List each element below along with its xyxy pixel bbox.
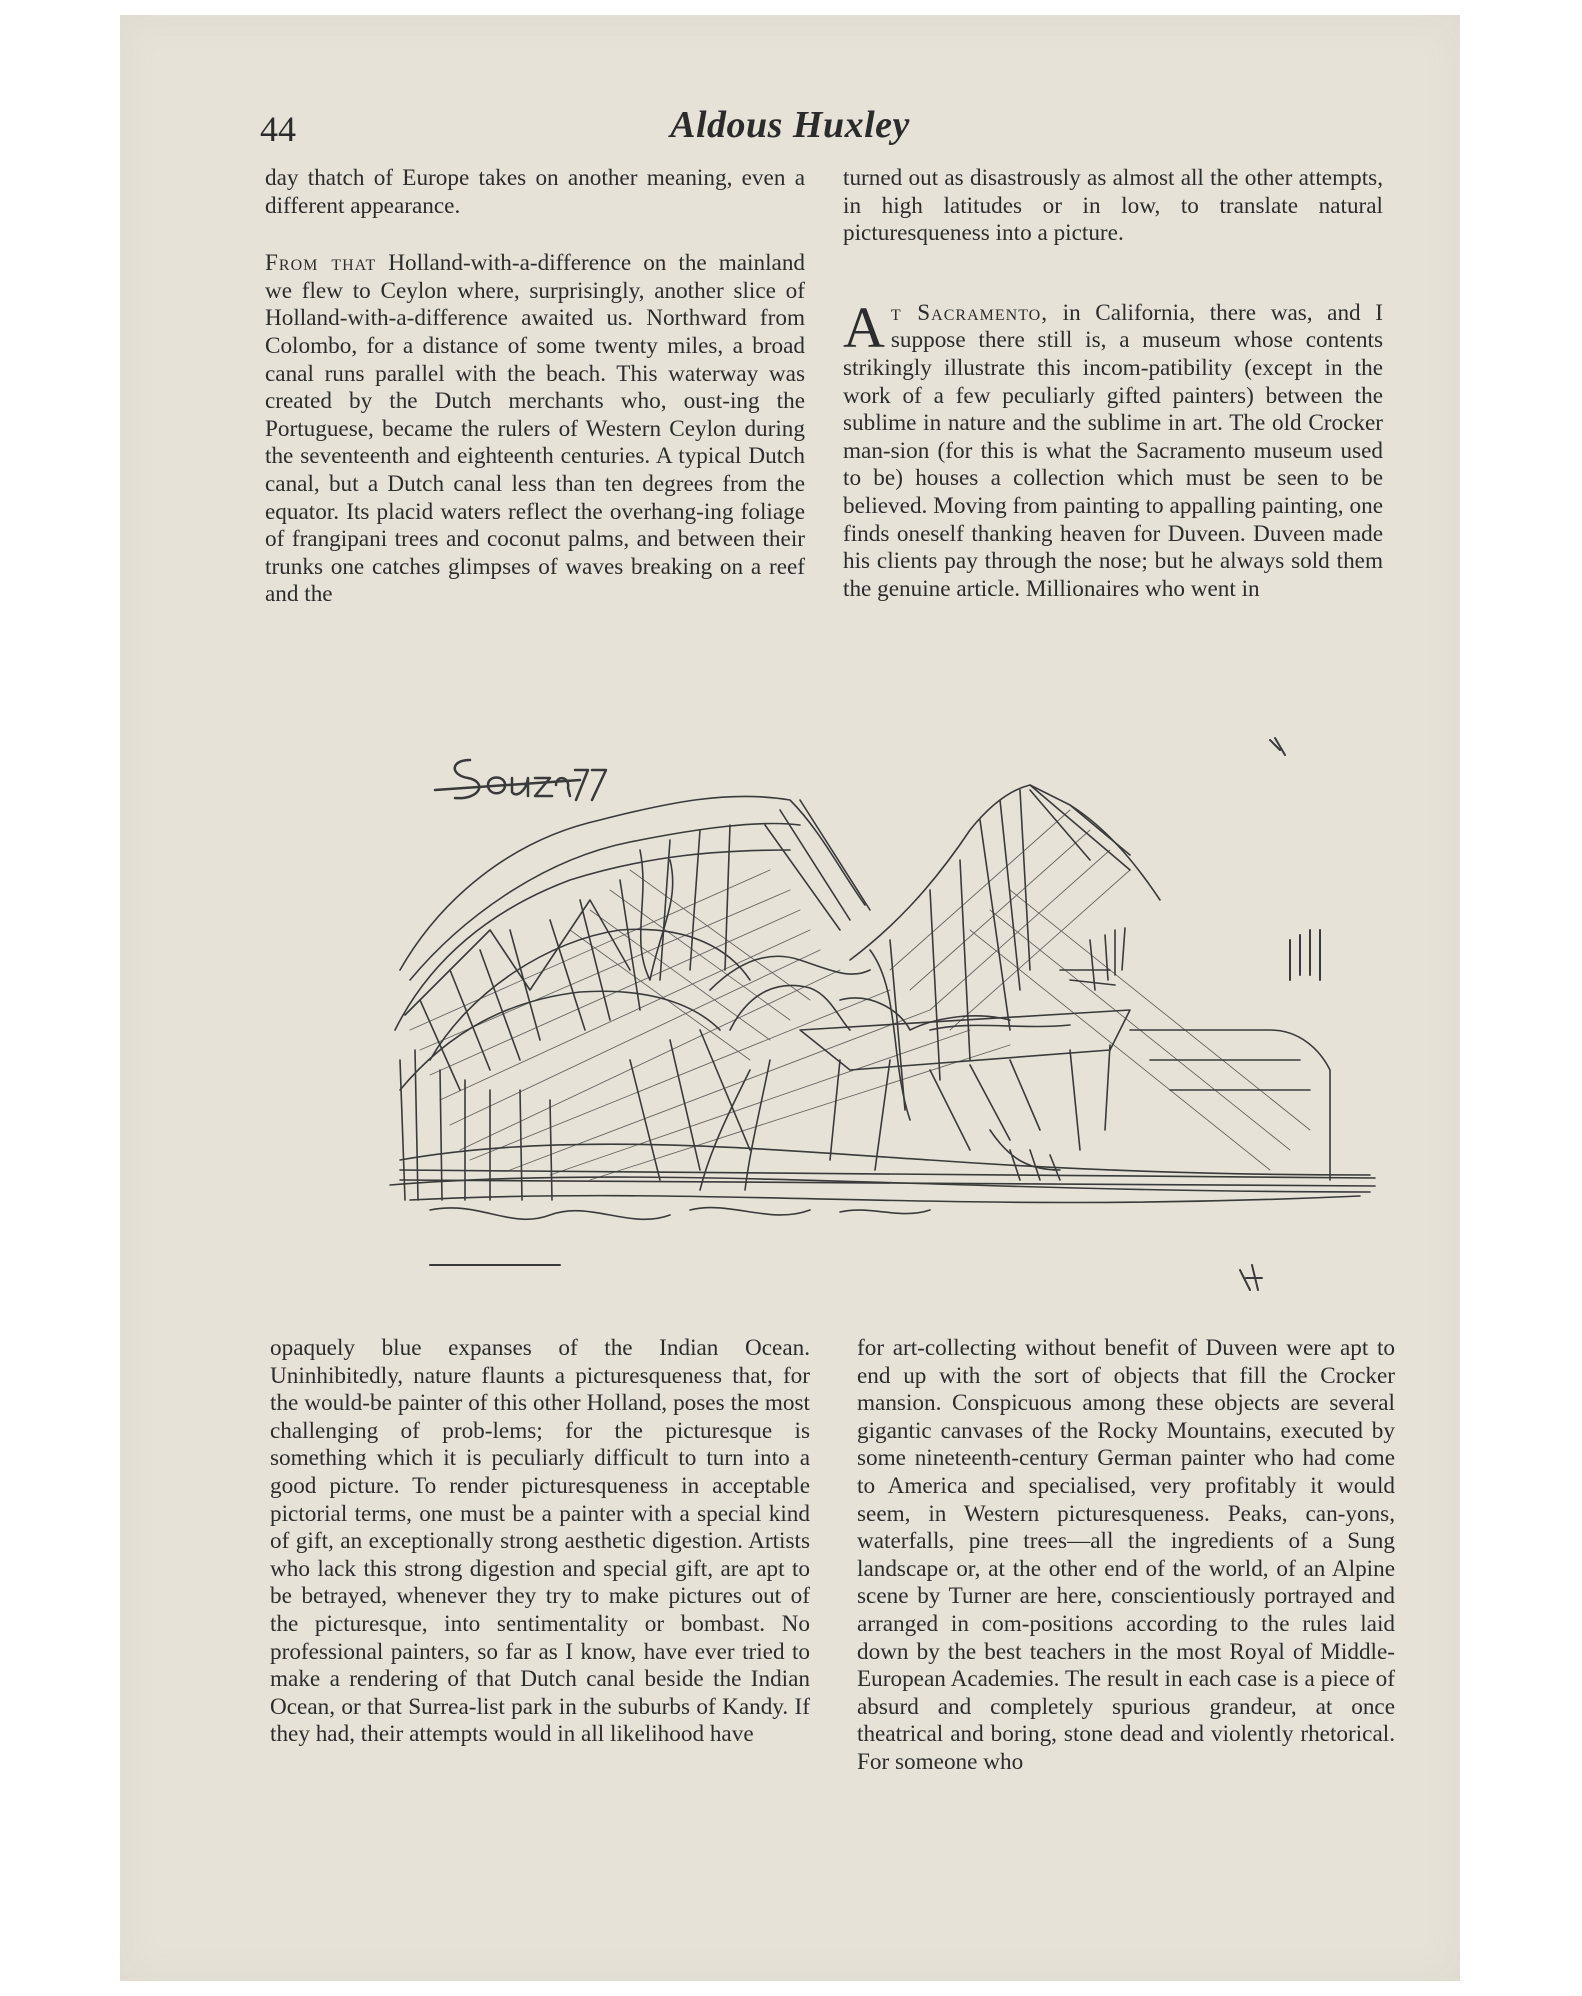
paragraph: [265, 250, 805, 609]
text-column-top-left: [265, 165, 805, 609]
ink-sketch-illustration: [370, 730, 1420, 1330]
paragraph-body: in California, there was, and I suppose there still is, a museum whose contents strikingly illustrate this incom-patibility (except in the work of a few peculiarly gifted painters) between the sublime in nature and the sublime in art. The old Crocker man-sion (for this is what the Sacramento museum used to be) houses a collection which must be seen to be believed. Moving from painting to appalling painting, one finds oneself thanking heaven for Duveen. Duveen made his clients pay through the nose; but he always sold them the genuine article. Millionaires who went in: [843, 299, 1383, 602]
drop-cap: A: [843, 294, 885, 360]
text-column-bottom-left: [270, 1335, 810, 1749]
sketch-drawing: [370, 730, 1420, 1330]
text-column-top-right: [843, 165, 1383, 603]
paragraph: [843, 294, 1383, 604]
paragraph: day thatch of Europe takes on another meaning, even a different appearance.: [265, 165, 805, 219]
small-caps-lead: t Sacramento,: [890, 299, 1049, 326]
small-caps-lead: From that: [265, 250, 377, 277]
paragraph: for art-collecting without benefit of Duveen were apt to end up with the sort of objects that fill the Crocker mansion. Conspicuous among these objects are several gigantic canvases of the Rocky Mountains, executed by some nineteenth-century German painter who had come to America and specialised, very profitably it would seem, in Western picturesqueness. Peaks, can-yons, waterfalls, pine trees—all the ingredients of a Sung landscape or, at the other end of the world, of an Alpine scene by Turner are here, conscientiously portrayed and arranged in com-positions according to the rules laid down by the best teachers in the most Royal of Middle-European Academies. The result in each case is a piece of absurd and completely spurious grandeur, at once theatrical and boring, stone dead and violently rhetorical. For someone who: [857, 1335, 1395, 1775]
paragraph: turned out as disastrously as almost all the other attempts, in high latitudes or in low, to translate natural picturesqueness into a picture.: [843, 165, 1383, 247]
paragraph: opaquely blue expanses of the Indian Ocean. Uninhibitedly, nature flaunts a picturesqueness that, for the would-be painter of this other Holland, poses the most challenging of prob-lems; for the picturesque is something which it is peculiarly difficult to turn into a good picture. To render picturesqueness in acceptable pictorial terms, one must be a painter with a special kind of gift, an exceptionally strong aesthetic digestion. Artists who lack this strong digestion and special gift, are apt to be betrayed, whenever they try to make pictures out of the picturesque, into sentimentality or bombast. No professional painters, so far as I know, have ever tried to make a rendering of that Dutch canal beside the Indian Ocean, or that Surrea-list park in the suburbs of Kandy. If they had, their attempts would in all likelihood have: [270, 1335, 810, 1748]
magazine-page: [120, 15, 1460, 1981]
artist-signature-icon: [435, 760, 606, 800]
text-column-bottom-right: [857, 1335, 1395, 1777]
paragraph-body: Holland-with-a-difference on the mainland we flew to Ceylon where, surprisingly, another slice of Holland-with-a-difference awaited us. Northward from Colombo, for a distance of some twenty miles, a broad canal runs parallel with the beach. This waterway was created by the Dutch merchants who, oust-ing the Portuguese, became the rulers of Western Ceylon during the seventeenth and eighteenth centuries. A typical Dutch canal, but a Dutch canal less than ten degrees from the equator. Its placid waters reflect the overhang-ing foliage of frangipani trees and coconut palms, and between their trunks one catches glimpses of waves breaking on a reef and the: [265, 250, 806, 608]
running-head-author: Aldous Huxley: [670, 104, 910, 146]
page-number: 44: [260, 109, 296, 149]
